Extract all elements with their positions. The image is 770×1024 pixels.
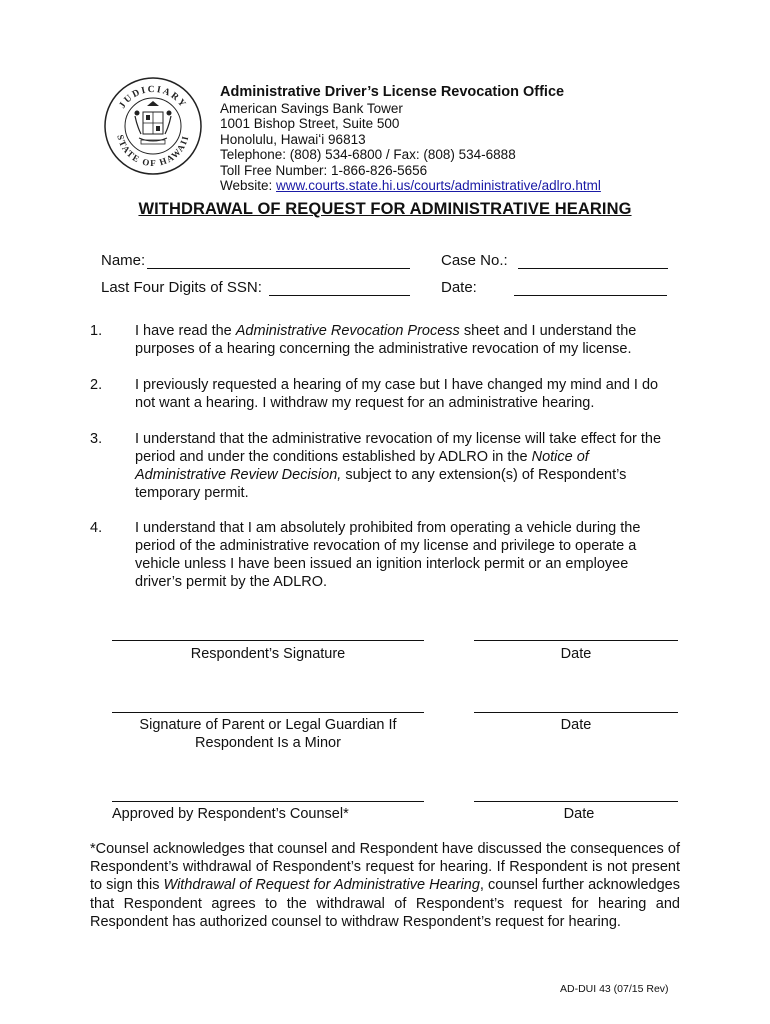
- item-number: 2.: [90, 377, 103, 393]
- svg-text:STATE OF HAWAII: [115, 134, 190, 168]
- guardian-date-caption: Date: [560, 717, 592, 733]
- item-italic-text: Administrative Revocation Process: [235, 323, 460, 339]
- item-text: [135, 519, 670, 591]
- item-text: [135, 322, 670, 358]
- item-text: [135, 376, 670, 412]
- case-no-label: Case No.:: [441, 252, 508, 269]
- guardian-date-line[interactable]: [474, 712, 678, 713]
- item-number: 4.: [90, 520, 103, 536]
- respondent-signature-caption: Respondent’s Signature: [190, 646, 346, 662]
- counsel-footnote: [90, 840, 680, 931]
- office-header: [220, 84, 601, 193]
- item-italic-text: Notice of Administrative Review Decision,: [135, 449, 589, 483]
- judiciary-seal-icon: [103, 76, 203, 176]
- item-text-part: sheet and I understand the purposes of a hearing concerning the administrative revocation of my license.: [135, 323, 637, 357]
- seal-text-bottom: STATE OF HAWAII: [115, 133, 191, 169]
- respondent-date-line[interactable]: [474, 640, 678, 641]
- website-label: Website:: [220, 178, 277, 194]
- respondent-date-caption: Date: [560, 646, 592, 662]
- ssn-label: Last Four Digits of SSN:: [101, 279, 262, 296]
- office-building: American Savings Bank Tower: [220, 101, 403, 116]
- footnote-italic-text: Withdrawal of Request for Administrative Hearing: [163, 877, 480, 894]
- list-item: [90, 519, 670, 593]
- office-street: 1001 Bishop Street, Suite 500: [220, 116, 400, 132]
- guardian-caption-line2: Respondent Is a Minor: [195, 735, 341, 751]
- office-toll-free: Toll Free Number: 1-866-826-5656: [220, 162, 428, 178]
- respondent-signature-line[interactable]: [112, 640, 424, 641]
- item-number: 1.: [90, 323, 103, 339]
- office-telephone: Telephone: (808) 534-6800 / Fax: (808) 534-6888: [220, 147, 516, 163]
- list-item: [90, 430, 670, 504]
- office-name: Administrative Driver’s License Revocation Office: [220, 84, 565, 100]
- item-text-part: I understand that I am absolutely prohibited from operating a vehicle during the period of the administrative revocation of my license and privilege to operate a vehicle unless I have been issued an ignition interlock permit or an employee driver’s permit by the ADLRO.: [135, 520, 641, 590]
- list-item: [90, 376, 670, 414]
- form-number: AD-DUI 43 (07/15 Rev): [560, 983, 669, 995]
- item-text-part: I have read the: [135, 323, 236, 339]
- ssn-field[interactable]: [269, 279, 410, 296]
- item-text-part: subject to any extension(s) of Respondent’s temporary permit.: [135, 467, 627, 501]
- form-title: WITHDRAWAL OF REQUEST FOR ADMINISTRATIVE HEARING: [138, 200, 632, 218]
- guardian-caption-line1: Signature of Parent or Legal Guardian If: [139, 717, 397, 733]
- item-number: 3.: [90, 431, 103, 447]
- guardian-signature-line[interactable]: [112, 712, 424, 713]
- date-field[interactable]: [514, 279, 667, 296]
- name-label: Name:: [101, 252, 146, 269]
- case-no-field[interactable]: [518, 252, 668, 269]
- footnote-text-part: *Counsel acknowledges that counsel and Respondent have discussed the consequences of Respondent’s withdrawal of Respondent’s request for hearing. If Respondent is not present to sign this: [90, 841, 680, 894]
- date-label: Date:: [441, 279, 477, 296]
- item-text-part: I understand that the administrative revocation of my license will take effect for the period and under the conditions established by ADLRO in the: [135, 431, 662, 465]
- counsel-signature-caption: Approved by Respondent’s Counsel*: [112, 806, 349, 822]
- office-website: [220, 178, 601, 193]
- website-link[interactable]: www.courts.state.hi.us/courts/administrative/adlro.html: [276, 178, 601, 194]
- footnote-text-part: , counsel further acknowledges that Respondent agrees to the withdrawal of Respondent’s request for hearing and Respondent has authorized counsel to withdraw Respondent’s request for hearing.: [90, 877, 680, 930]
- list-item: [90, 322, 670, 360]
- counsel-date-caption: Date: [563, 806, 595, 822]
- name-field[interactable]: [147, 252, 410, 269]
- guardian-signature-caption: [112, 716, 424, 752]
- item-text: [135, 430, 670, 502]
- counsel-signature-line[interactable]: [112, 801, 424, 802]
- item-text-part: I previously requested a hearing of my case but I have changed my mind and I do not want a hearing. I withdraw my request for an administrative hearing.: [135, 377, 659, 411]
- seal-text-top: JUDICIARY: [117, 84, 189, 111]
- office-city: Honolulu, Hawaiʻi 96813: [220, 131, 366, 147]
- counsel-date-line[interactable]: [474, 801, 678, 802]
